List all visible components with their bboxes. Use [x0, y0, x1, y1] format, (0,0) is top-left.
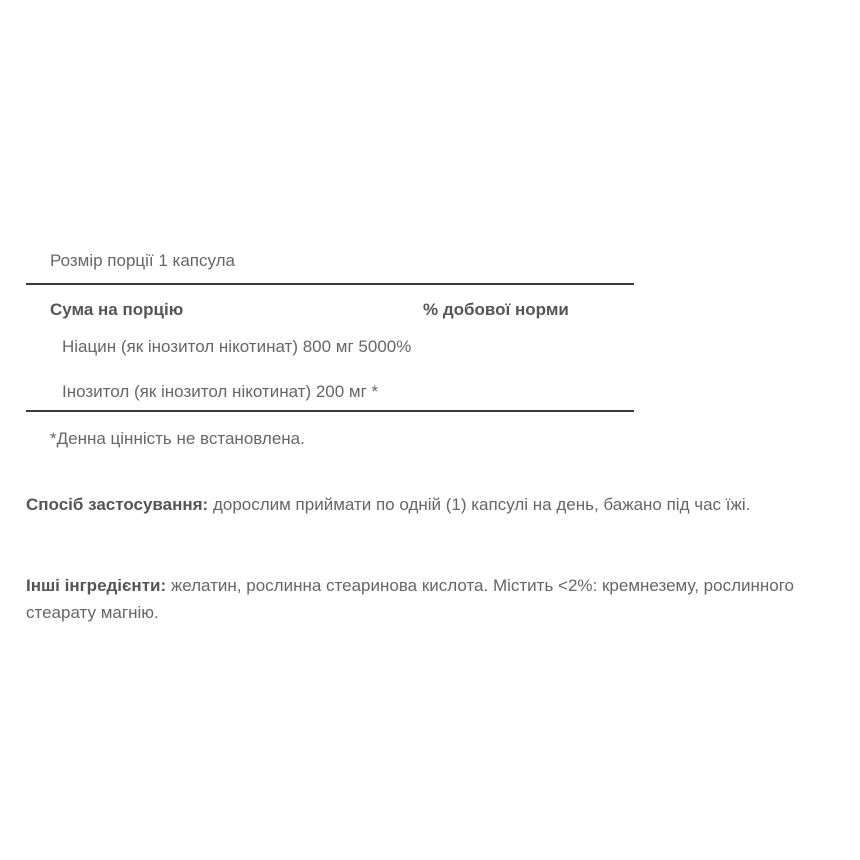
usage-label: Спосіб застосування:	[26, 495, 209, 514]
other-ingredients-label: Інші інгредієнти:	[26, 576, 167, 595]
amount-per-serving-header: Сума на порцію	[50, 300, 184, 319]
serving-size: Розмір порції 1 капсула	[50, 251, 236, 270]
usage-paragraph	[26, 491, 856, 518]
daily-value-footnote: *Денна цінність не встановлена.	[50, 429, 305, 448]
nutrient-row-niacin: Ніацин (як інозитол нікотинат) 800 мг 5000%	[62, 337, 412, 356]
table-header	[26, 285, 634, 327]
nutrient-row-inositol: Інозитол (як інозитол нікотинат) 200 мг *	[62, 382, 379, 401]
other-ingredients-text: желатин, рослинна стеаринова кислота. Містить <2%: кремнезему, рослинного стеарату магнію.	[26, 576, 795, 622]
daily-value-header: % добової норми	[423, 300, 569, 319]
supplement-facts-table	[26, 243, 634, 450]
other-ingredients-paragraph	[26, 572, 856, 626]
usage-text: дорослим приймати по одній (1) капсулі на день, бажано під час їжі.	[208, 495, 751, 514]
